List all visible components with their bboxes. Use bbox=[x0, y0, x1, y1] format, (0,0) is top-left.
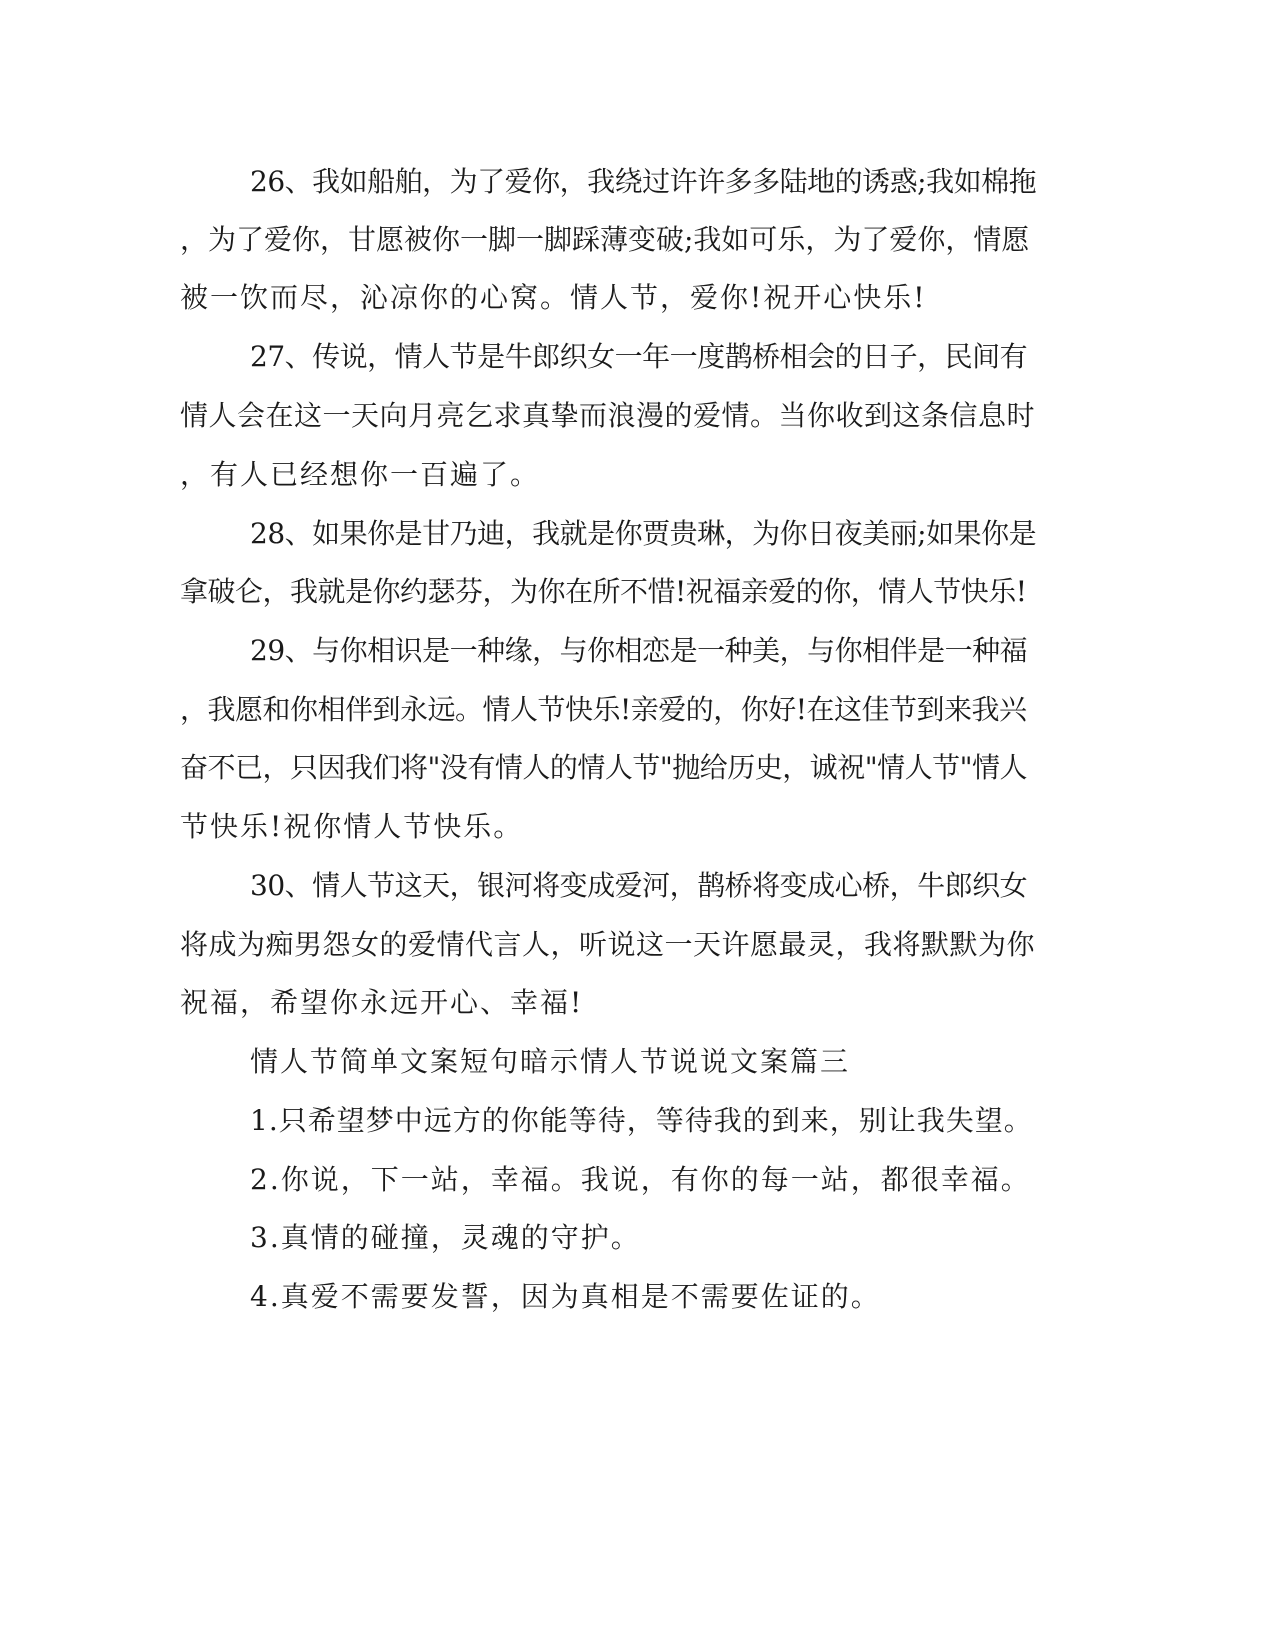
section-heading: 情人节简单文案短句暗示情人节说说文案篇三 bbox=[250, 1045, 851, 1078]
paragraph-28-line-1: 28、如果你是甘乃迪，我就是你贾贵琳，为你日夜美丽;如果你是 bbox=[250, 517, 1037, 550]
paragraph-30-line-3: 祝福，希望你永远开心、幸福! bbox=[180, 986, 584, 1019]
paragraph-27-line-1: 27、传说，情人节是牛郎织女一年一度鹊桥相会的日子，民间有 bbox=[250, 340, 1028, 373]
paragraph-27-line-3: ，有人已经想你一百遍了。 bbox=[180, 458, 541, 491]
paragraph-27-line-2: 情人会在这一天向月亮乞求真挚而浪漫的爱情。当你收到这条信息时 bbox=[180, 399, 1036, 432]
paragraph-30-line-1: 30、情人节这天，银河将变成爱河，鹊桥将变成心桥，牛郎织女 bbox=[250, 869, 1028, 902]
paragraph-26-line-3: 被一饮而尽，沁凉你的心窝。情人节，爱你!祝开心快乐! bbox=[180, 281, 927, 314]
list-item-3: 3.真情的碰撞，灵魂的守护。 bbox=[250, 1221, 641, 1254]
paragraph-28-line-2: 拿破仑，我就是你约瑟芬，为你在所不惜!祝福亲爱的你，情人节快乐! bbox=[180, 575, 1027, 608]
list-item-1: 1.只希望梦中远方的你能等待，等待我的到来，别让我失望。 bbox=[250, 1104, 1033, 1137]
paragraph-29-line-2: ，我愿和你相伴到永远。情人节快乐!亲爱的，你好!在这佳节到来我兴 bbox=[180, 693, 1027, 726]
list-item-2: 2.你说，下一站，幸福。我说，有你的每一站，都很幸福。 bbox=[250, 1163, 1031, 1196]
paragraph-29-line-3: 奋不已，只因我们将"没有情人的情人节"抛给历史，诚祝"情人节"情人 bbox=[180, 751, 1028, 784]
paragraph-29-line-4: 节快乐!祝你情人节快乐。 bbox=[180, 810, 524, 843]
paragraph-26-line-1: 26、我如船舶，为了爱你，我绕过许许多多陆地的诱惑;我如棉拖 bbox=[250, 165, 1037, 198]
paragraph-30-line-2: 将成为痴男怨女的爱情代言人，听说这一天许愿最灵，我将默默为你 bbox=[180, 928, 1036, 961]
paragraph-29-line-1: 29、与你相识是一种缘，与你相恋是一种美，与你相伴是一种福 bbox=[250, 634, 1028, 667]
list-item-4: 4.真爱不需要发誓，因为真相是不需要佐证的。 bbox=[250, 1280, 881, 1313]
paragraph-26-line-2: ，为了爱你，甘愿被你一脚一脚踩薄变破;我如可乐，为了爱你，情愿 bbox=[180, 223, 1030, 256]
